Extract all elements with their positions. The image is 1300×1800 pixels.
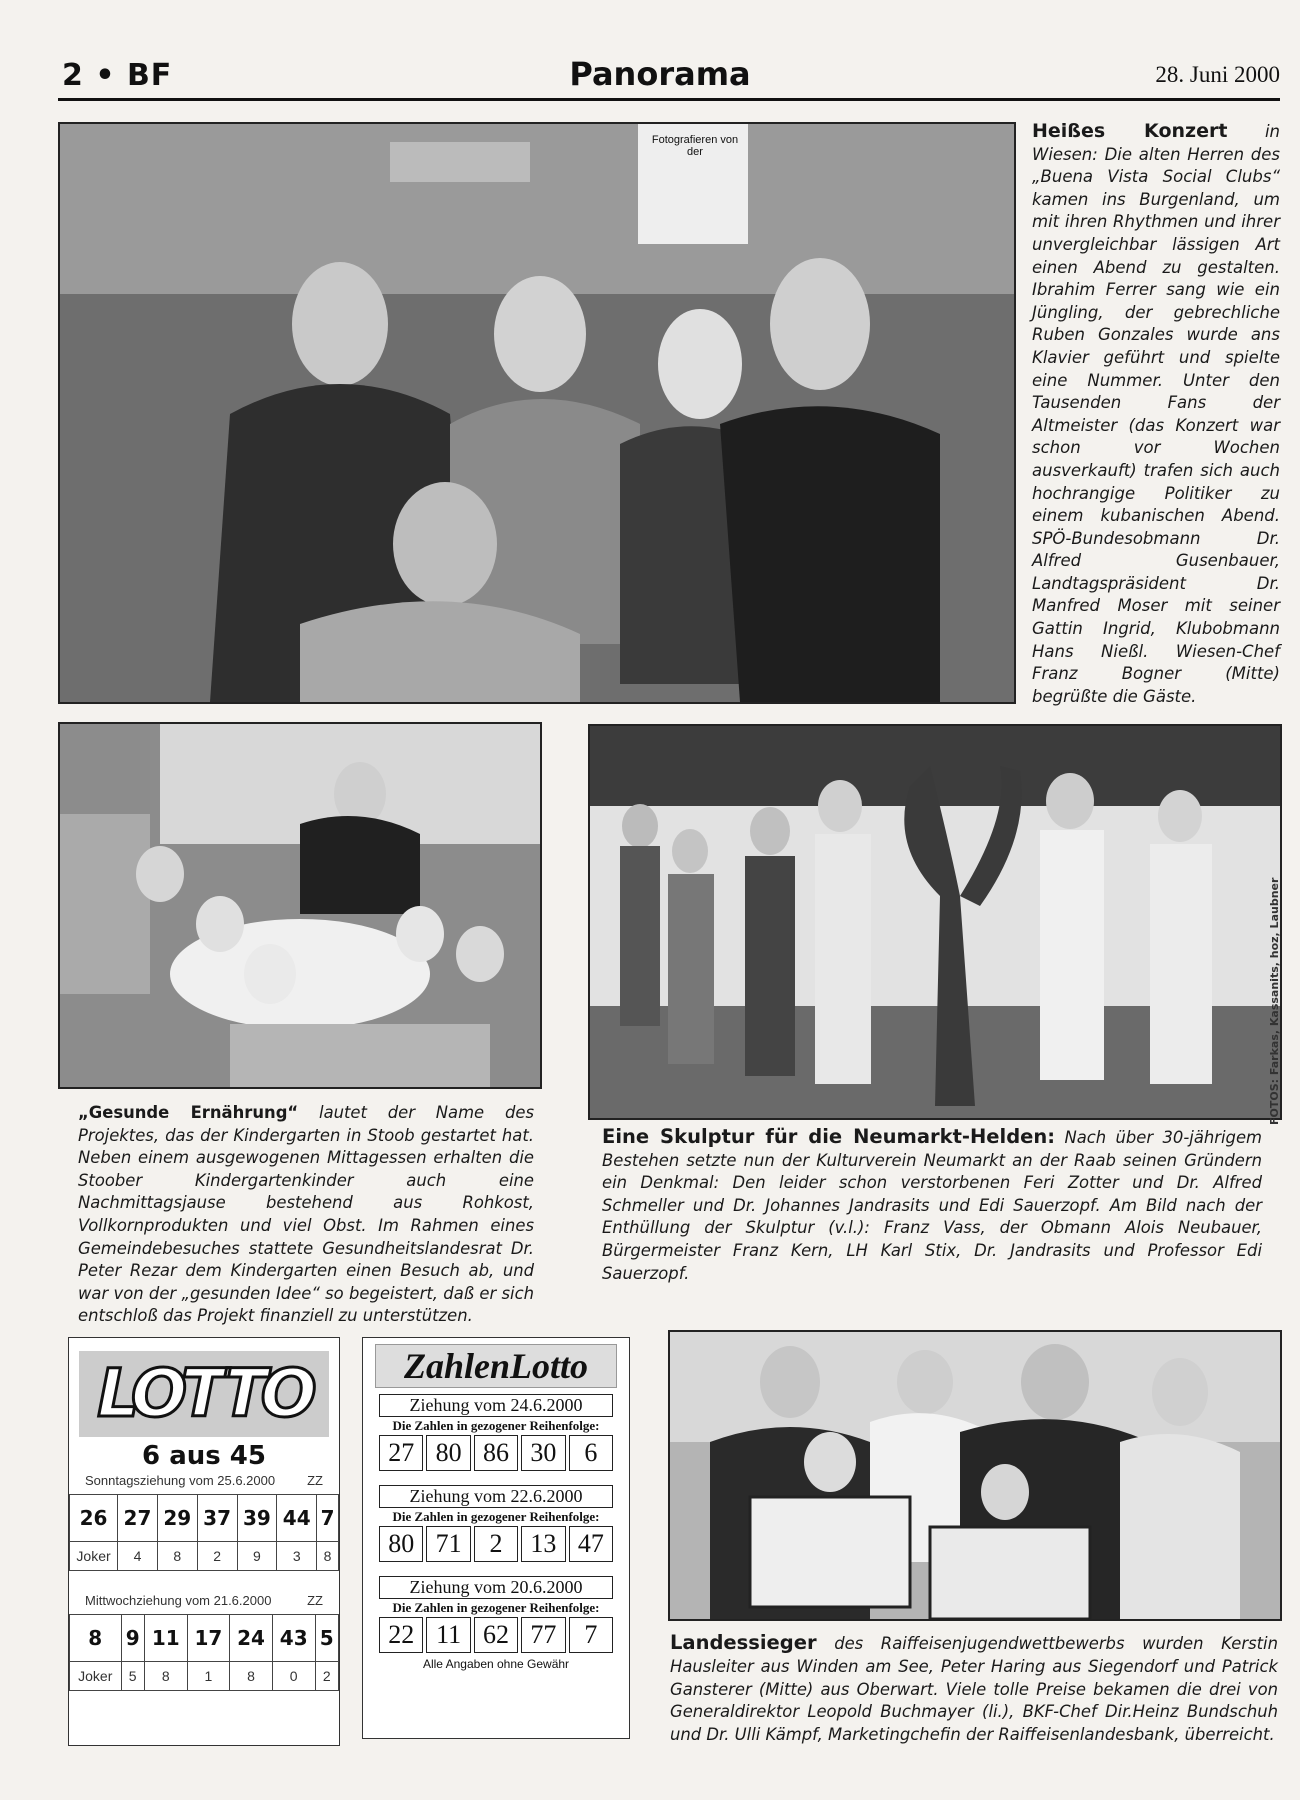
number-cell: 29 [157,1495,197,1542]
zl-number: 2 [474,1526,518,1562]
number-cell: 37 [197,1495,237,1542]
lotto-logo: LOTTO [79,1351,329,1437]
photo-credit: FOTOS: Farkas, Kassanits, hoz, Laubner [1268,877,1281,1125]
zl-number: 71 [426,1526,470,1562]
zl-number: 30 [521,1435,565,1471]
joker-cell: 2 [315,1662,338,1691]
landessieger-photo [668,1330,1282,1621]
landessieger-body: des Raiffeisenjugendwettbewerbs wurden Kerstin Hausleiter aus Winden am See, Peter Haring aus Siegendorf und Patrick Gansterer (Mitte) aus Oberwart. Viele tolle Preise bekamen die drei von Generaldirektor Leopold Buchmayer (li.), BKF-Chef Dir.Heinz Bundschuh und Dr. Ulli Kämpf, Marketingchefin der Raiffeisenlandesbank, überreicht. [670,1634,1278,1745]
concert-headline: Heißes Konzert [1032,120,1228,142]
number-cell: 9 [121,1615,144,1662]
draw2-grid [69,1614,339,1691]
zahlenlotto-logo: ZahlenLotto [375,1344,617,1388]
joker-cell: 8 [230,1662,273,1691]
sculpture-body: Nach über 30-jährigem Bestehen setzte nun der Kulturverein Neumarkt an der Raab seinen Gründern ein Denkmal: Den leider schon verstorbenen Feri Zotter und Dr. Alfred Schmeller und Dr. Johannes Jandrasits und Edi Sauerzopf. Am Bild nach der Enthüllung der Skulptur (v.l.): Franz Vass, der Obmann Alois Neubauer, Bürgermeister Franz Kern, LH Karl Stix, Dr. Jandrasits und Professor Edi Sauerzopf. [602,1128,1262,1283]
number-cell: 39 [237,1495,277,1542]
zl-draw1-date: Ziehung vom 24.6.2000 [379,1394,613,1417]
kindergarten-photo [58,722,542,1089]
sculpture-article [602,1126,1262,1285]
joker-cell: 0 [272,1662,315,1691]
issue-date: 28. Juni 2000 [1155,62,1280,87]
section-title: Panorama [569,55,751,93]
number-cell: 26 [70,1495,118,1542]
draw2-joker [70,1662,339,1691]
section-label: 2 • BF [62,58,173,93]
zl-number: 13 [521,1526,565,1562]
zl-number: 77 [521,1617,565,1653]
kindergarten-headline: „Gesunde Ernährung“ [78,1103,299,1122]
sculpture-photo [588,724,1282,1120]
sculpture-headline: Eine Skulptur für die Neumarkt-Helden: [602,1125,1056,1148]
number-cell: 11 [144,1615,187,1662]
joker-cell: 1 [187,1662,230,1691]
draw1-zz: ZZ [307,1473,323,1488]
joker-cell: 9 [237,1542,277,1571]
zl-number: 47 [569,1526,613,1562]
zl-draw1-order-label: Die Zahlen in gezogener Reihenfolge: [392,1418,600,1433]
lotto-subtitle: 6 aus 45 [142,1441,266,1471]
number-cell: 44 [277,1495,317,1542]
draw1-joker [70,1542,339,1571]
zl-draw2-numbers [379,1526,613,1562]
zl-draw3-date: Ziehung vom 20.6.2000 [379,1576,613,1599]
joker-label: Joker [70,1662,122,1691]
zl-number: 6 [569,1435,613,1471]
zl-number: 86 [474,1435,518,1471]
zl-draw3-order-label: Die Zahlen in gezogener Reihenfolge: [392,1600,600,1615]
number-cell: 17 [187,1615,230,1662]
number-cell: 43 [272,1615,315,1662]
zl-number: 80 [426,1435,470,1471]
joker-cell: 8 [157,1542,197,1571]
lotto-box [68,1337,340,1746]
draw2-label: Mittwochziehung vom 21.6.2000 [85,1593,272,1608]
draw1-grid [69,1494,339,1571]
zz-number-cell: 5 [315,1615,338,1662]
joker-cell: 2 [197,1542,237,1571]
zahlenlotto-box [362,1337,630,1739]
joker-cell: 8 [144,1662,187,1691]
concert-body: in Wiesen: Die alten Herren des „Buena Vista Social Clubs“ kamen ins Burgenland, um mit ihren Rhythmen und ihrer unvergleichbar lässigen Art einen Abend zu gestalten. Ibrahim Ferrer sang wie ein Jüngling, der gebrechliche Ruben Gonzales wurde ans Klavier geführt und spielte eine Nummer. Unter den Tausenden Fans der Altmeister (das Konzert war schon vor Wochen ausverkauft) trafen sich auch hochrangige Politiker zu einem kubanischen Abend. SPÖ-Bundesobmann Dr. Alfred Gusenbauer, Landtagspräsident Dr. Manfred Moser mit seiner Gattin Ingrid, Klubobmann Hans Nießl. Wiesen-Chef Franz Bogner (Mitte) begrüßte die Gäste. [1032,122,1280,706]
draw2-label-row [69,1593,339,1608]
zl-number: 80 [379,1526,423,1562]
zl-draw1-numbers [379,1435,613,1471]
zl-draw2-order-label: Die Zahlen in gezogener Reihenfolge: [392,1509,600,1524]
concert-article [1032,120,1280,708]
joker-label: Joker [70,1542,118,1571]
zl-number: 7 [569,1617,613,1653]
number-cell: 24 [230,1615,273,1662]
draw1-label-row [69,1473,339,1488]
number-cell: 27 [118,1495,158,1542]
zahlenlotto-disclaimer: Alle Angaben ohne Gewähr [422,1657,570,1671]
zl-number: 62 [474,1617,518,1653]
photo-sign: Fotografieren von der [651,134,739,158]
zz-number-cell: 7 [317,1495,339,1542]
kindergarten-article [78,1102,534,1328]
header-rule [58,98,1280,101]
joker-cell: 3 [277,1542,317,1571]
draw2-numbers [70,1615,339,1662]
concert-photo [58,122,1016,704]
zl-draw3-numbers [379,1617,613,1653]
zl-number: 22 [379,1617,423,1653]
number-cell: 8 [70,1615,122,1662]
draw1-numbers [70,1495,339,1542]
landessieger-article [670,1632,1278,1747]
landessieger-headline: Landessieger [670,1631,817,1654]
zl-number: 27 [379,1435,423,1471]
joker-cell: 8 [317,1542,339,1571]
joker-cell: 4 [118,1542,158,1571]
zl-draw2-date: Ziehung vom 22.6.2000 [379,1485,613,1508]
draw2-zz: ZZ [307,1593,323,1608]
kindergarten-body: lautet der Name des Projektes, das der Kindergarten in Stoob gestartet hat. Neben einem ausgewogenen Mittagessen erhalten die Stoober Kindergartenkinder auch eine Nachmittagsjause bestehend aus Rohkost, Vollkornprodukten und viel Obst. Im Rahmen eines Gemeindebesuches stattete Gesundheitslandesrat Dr. Peter Rezar dem Kindergarten einen Besuch ab, und war von der „gesunden Idee“ so begeistert, daß er sich entschloß das Projekt finanziell zu unterstützen. [78,1103,534,1326]
draw1-label: Sonntagsziehung vom 25.6.2000 [85,1473,276,1488]
joker-cell: 5 [121,1662,144,1691]
zl-number: 11 [426,1617,470,1653]
